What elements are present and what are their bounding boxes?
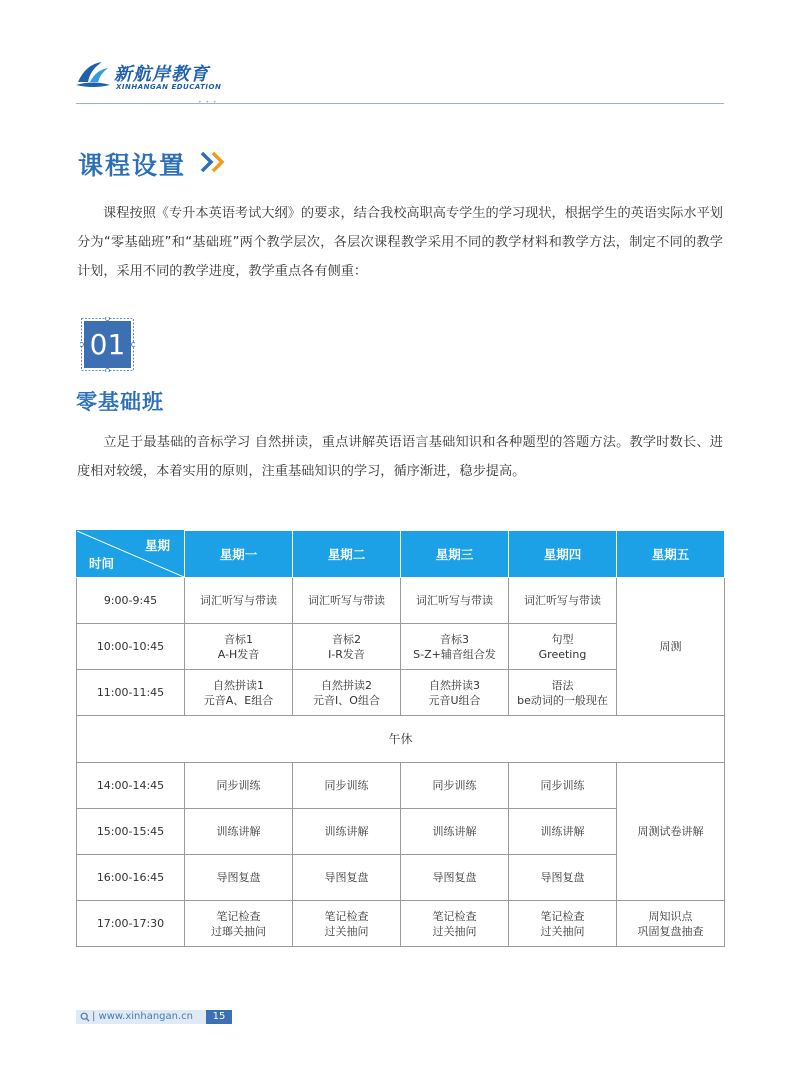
class-cell: 导图复盘 bbox=[293, 855, 401, 901]
time-cell: 10:00-10:45 bbox=[77, 624, 185, 670]
time-cell: 17:00-17:30 bbox=[77, 901, 185, 947]
time-cell: 9:00-9:45 bbox=[77, 578, 185, 624]
day-header: 星期一 bbox=[185, 531, 293, 578]
double-chevron-right-icon bbox=[199, 150, 229, 174]
class-cell: 自然拼读3 元音U组合 bbox=[401, 670, 509, 716]
header-divider-dots: • • • bbox=[198, 99, 218, 106]
class-number-badge: 01 bbox=[84, 321, 131, 368]
table-corner-header bbox=[77, 531, 185, 578]
day-header: 星期四 bbox=[509, 531, 617, 578]
lunch-row bbox=[77, 716, 725, 763]
logo-sail-icon bbox=[76, 60, 110, 90]
class-cell: 词汇听写与带读 bbox=[185, 578, 293, 624]
class-cell: 训练讲解 bbox=[509, 809, 617, 855]
class-cell: 词汇听写与带读 bbox=[401, 578, 509, 624]
section-title: 课程设置 bbox=[78, 151, 187, 180]
class-cell: 自然拼读1 元音A、E组合 bbox=[185, 670, 293, 716]
table-row bbox=[77, 763, 725, 809]
class-cell: 词汇听写与带读 bbox=[509, 578, 617, 624]
logo-english-name: XINHANGAN EDUCATION bbox=[116, 83, 222, 91]
class-cell: 导图复盘 bbox=[185, 855, 293, 901]
lunch-cell: 午休 bbox=[77, 716, 725, 763]
class-cell: 音标3 S-Z+辅音组合发 bbox=[401, 624, 509, 670]
schedule-table bbox=[76, 530, 725, 947]
class-description: 立足于最基础的音标学习 自然拼读，重点讲解英语语言基础知识和各种题型的答题方法。教学时数长、进度相对较缓，本着实用的原则，注重基础知识的学习，循序渐进，稳步提高。 bbox=[77, 435, 723, 479]
class-cell: 训练讲解 bbox=[185, 809, 293, 855]
time-cell: 16:00-16:45 bbox=[77, 855, 185, 901]
page-number: 15 bbox=[206, 1010, 232, 1024]
table-row bbox=[77, 578, 725, 624]
class-cell: 笔记检查 过关抽问 bbox=[401, 901, 509, 947]
class-cell: 笔记检查 过关抽问 bbox=[293, 901, 401, 947]
class-cell: 训练讲解 bbox=[401, 809, 509, 855]
header-divider bbox=[76, 99, 724, 106]
corner-weekday-label: 星期 bbox=[144, 538, 170, 553]
time-cell: 11:00-11:45 bbox=[77, 670, 185, 716]
friday-last-cell: 周知识点 巩固复盘抽查 bbox=[617, 901, 725, 947]
class-cell: 同步训练 bbox=[509, 763, 617, 809]
logo-chinese-name: 新航岸教育 bbox=[114, 64, 209, 85]
class-cell: 导图复盘 bbox=[509, 855, 617, 901]
website-link[interactable] bbox=[76, 1010, 206, 1024]
class-cell: 音标2 I-R发音 bbox=[293, 624, 401, 670]
class-title: 零基础班 bbox=[76, 390, 164, 414]
intro-paragraph: 课程按照《专升本英语考试大纲》的要求，结合我校高职高专学生的学习现状，根据学生的英语实际水平划分为“零基础班”和“基础班”两个教学层次，各层次课程教学采用不同的教学材料和教学方法，制定不同的教学计划，采用不同的教学进度，教学重点各有侧重： bbox=[77, 206, 723, 279]
website-url: | www.xinhangan.cn bbox=[92, 1011, 194, 1022]
friday-morning-cell: 周测 bbox=[617, 578, 725, 716]
day-header: 星期三 bbox=[401, 531, 509, 578]
class-cell: 同步训练 bbox=[293, 763, 401, 809]
class-cell: 句型 Greeting bbox=[509, 624, 617, 670]
friday-afternoon-cell: 周测试卷讲解 bbox=[617, 763, 725, 901]
class-cell: 自然拼读2 元音I、O组合 bbox=[293, 670, 401, 716]
class-cell: 同步训练 bbox=[401, 763, 509, 809]
day-header: 星期五 bbox=[617, 531, 725, 578]
class-cell: 笔记检查 过瑯关抽问 bbox=[185, 901, 293, 947]
class-cell: 词汇听写与带读 bbox=[293, 578, 401, 624]
day-header: 星期二 bbox=[293, 531, 401, 578]
class-cell: 导图复盘 bbox=[401, 855, 509, 901]
corner-time-label: 时间 bbox=[89, 556, 115, 571]
class-cell: 同步训练 bbox=[185, 763, 293, 809]
search-icon bbox=[80, 1012, 90, 1022]
class-cell: 训练讲解 bbox=[293, 809, 401, 855]
time-cell: 14:00-14:45 bbox=[77, 763, 185, 809]
table-row bbox=[77, 901, 725, 947]
class-cell: 笔记检查 过关抽问 bbox=[509, 901, 617, 947]
time-cell: 15:00-15:45 bbox=[77, 809, 185, 855]
class-cell: 语法 be动词的一般现在 bbox=[509, 670, 617, 716]
class-cell: 音标1 A-H发音 bbox=[185, 624, 293, 670]
logo bbox=[76, 56, 276, 96]
